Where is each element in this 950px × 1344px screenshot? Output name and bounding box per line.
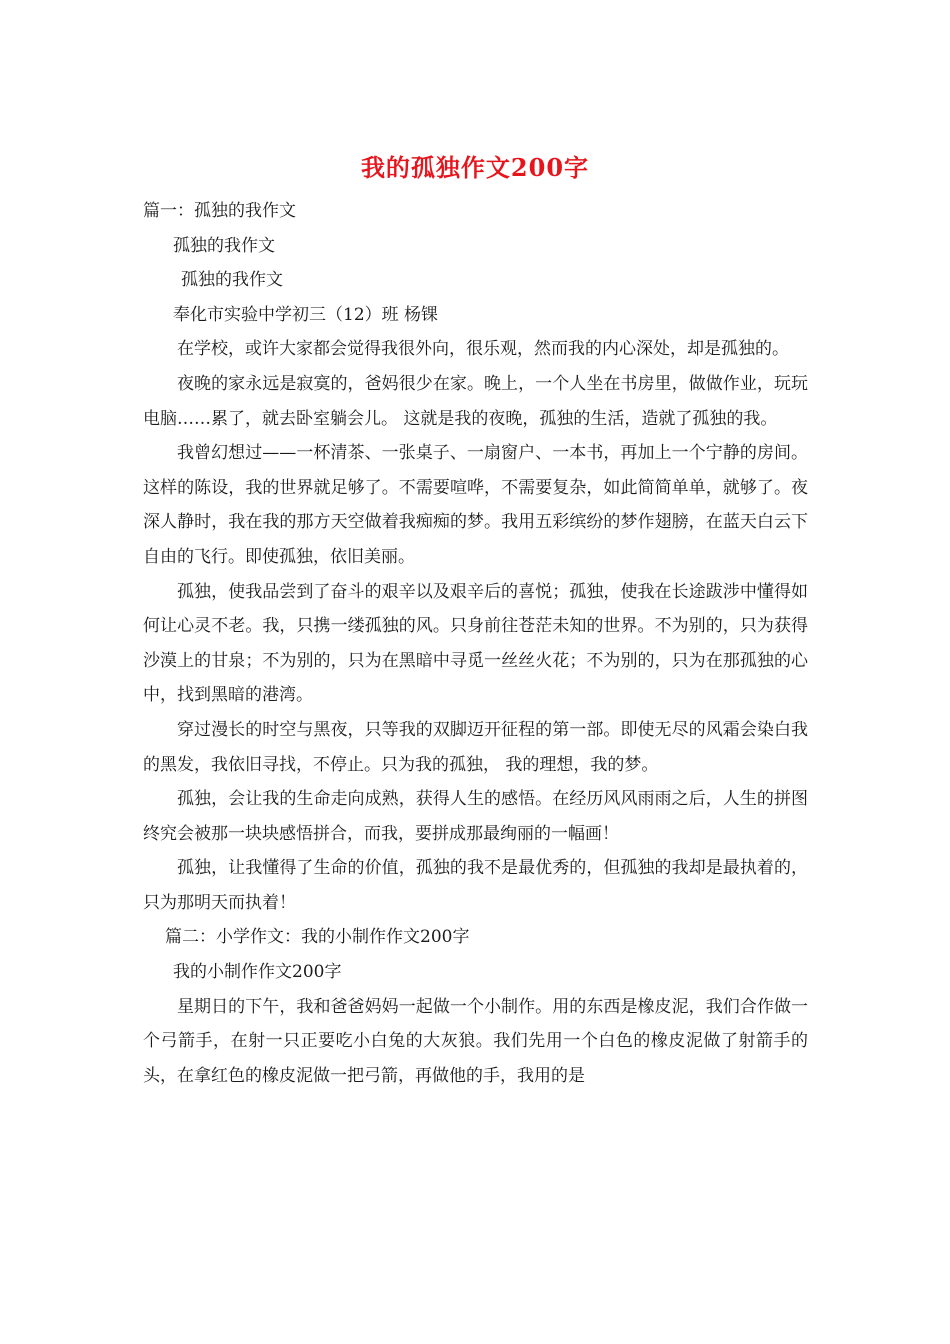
document-body: [143, 194, 808, 1093]
paragraph: 孤独，让我懂得了生命的价值，孤独的我不是最优秀的，但孤独的我却是最执着的，只为那明天而执着！: [143, 858, 808, 913]
paragraph: 孤独，会让我的生命走向成熟，获得人生的感悟。在经历风风雨雨之后，人生的拼图终究会被那一块块感悟拼合，而我，要拼成那最绚丽的一幅画！: [143, 789, 808, 844]
paragraph: 在学校，或许大家都会觉得我很外向，很乐观，然而我的内心深处，却是孤独的。: [177, 339, 789, 360]
paragraph: 我曾幻想过——一杯清茶、一张桌子、一扇窗户、一本书，再加上一个宁静的房间。这样的陈设，我的世界就足够了。不需要喧哗，不需要复杂，如此简简单单，就够了。夜深人静时，我在我的那方天空做着我痴痴的梦。我用五彩缤纷的梦作翅膀，在蓝天白云下自由的飞行。即使孤独，依旧美丽。: [143, 443, 808, 567]
author-line: 奉化市实验中学初三（12）班 杨锞: [173, 304, 439, 325]
document-title: 我的孤独作文200字: [360, 153, 590, 182]
paragraph: 穿过漫长的时空与黑夜，只等我的双脚迈开征程的第一部。即使无尽的风霜会染白我的黑发，我依旧寻找，不停止。只为我的孤独， 我的理想，我的梦。: [143, 719, 808, 775]
paragraph: 夜晚的家永远是寂寞的，爸妈很少在家。晚上，一个人坐在书房里，做做作业，玩玩电脑……累了，就去卧室躺会儿。 这就是我的夜晚，孤独的生活，造就了孤独的我。: [143, 373, 808, 429]
paragraph: 星期日的下午，我和爸爸妈妈一起做一个小制作。用的东西是橡皮泥，我们合作做一个弓箭手，在射一只正要吃小白兔的大灰狼。我们先用一个白色的橡皮泥做了射箭手的头，在拿红色的橡皮泥做一把弓箭，再做他的手，我用的是: [143, 996, 808, 1086]
section-heading-2: 篇二：小学作文：我的小制作作文200字: [165, 927, 470, 948]
essay-title: 孤独的我作文: [173, 235, 275, 256]
paragraph: 孤独，使我品尝到了奋斗的艰辛以及艰辛后的喜悦；孤独，使我在长途跋涉中懂得如何让心灵不老。我，只携一缕孤独的风。只身前往苍茫未知的世界。不为别的，只为获得沙漠上的甘泉；不为别的，只为在黑暗中寻觅一丝丝火花；不为别的，只为在那孤独的心中，找到黑暗的港湾。: [143, 581, 808, 706]
essay-title-2: 我的小制作作文200字: [173, 962, 342, 983]
section-heading-1: 篇一：孤独的我作文: [143, 201, 296, 221]
essay-title-repeat: 孤独的我作文: [181, 270, 283, 291]
